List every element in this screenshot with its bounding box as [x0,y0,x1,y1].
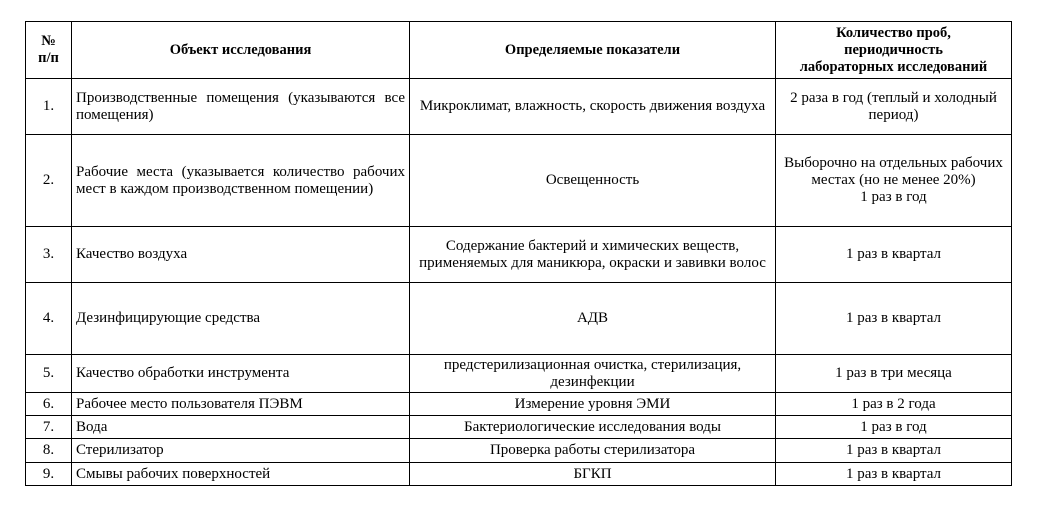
header-num [26,22,72,79]
row-indicators: БГКП [410,463,776,486]
row-indicators: Содержание бактерий и химических веществ, применяемых для маникюра, окраски и завивки волос [410,227,776,283]
row-frequency-line2: 1 раз в год [860,189,927,205]
table-row [26,393,1012,416]
header-frequency-line1: Количество проб, [836,24,951,41]
row-object: Рабочие места (указывается количество рабочих мест в каждом производственном помещении) [72,135,410,227]
header-frequency-line2: периодичность [844,41,943,58]
row-indicators: Измерение уровня ЭМИ [410,393,776,416]
row-frequency: 1 раз в квартал [776,227,1012,283]
row-indicators: Микроклимат, влажность, скорость движения воздуха [410,79,776,135]
row-num: 1. [26,79,72,135]
row-object: Рабочее место пользователя ПЭВМ [72,393,410,416]
header-object: Объект исследования [72,22,410,79]
row-num: 6. [26,393,72,416]
row-object: Вода [72,416,410,439]
table-row [26,355,1012,393]
row-frequency: 1 раз в три месяца [776,355,1012,393]
table-row [26,79,1012,135]
table-row [26,416,1012,439]
header-num-line1: № [41,33,56,49]
row-indicators: Бактериологические исследования воды [410,416,776,439]
row-indicators: Проверка работы стерилизатора [410,439,776,463]
row-object: Качество воздуха [72,227,410,283]
row-num: 5. [26,355,72,393]
row-num: 3. [26,227,72,283]
row-num: 4. [26,283,72,355]
row-num: 2. [26,135,72,227]
row-frequency: 1 раз в год [776,416,1012,439]
header-num-line2: п/п [38,50,59,66]
row-frequency: 1 раз в 2 года [776,393,1012,416]
row-frequency: 1 раз в квартал [776,439,1012,463]
row-num: 8. [26,439,72,463]
row-object: Дезинфицирующие средства [72,283,410,355]
lab-research-table [25,21,1012,486]
table-header-row [26,22,1012,79]
row-indicators: АДВ [410,283,776,355]
header-indicators: Определяемые показатели [410,22,776,79]
table-row [26,135,1012,227]
table-row [26,463,1012,486]
row-frequency: 1 раз в квартал [776,283,1012,355]
table-row [26,439,1012,463]
header-frequency [776,22,1012,79]
row-frequency: 2 раза в год (теплый и холодный период) [776,79,1012,135]
row-indicators: Освещенность [410,135,776,227]
row-object: Производственные помещения (указываются все помещения) [72,79,410,135]
row-frequency [776,135,1012,227]
row-frequency: 1 раз в квартал [776,463,1012,486]
header-frequency-line3: лабораторных исследований [799,58,988,75]
row-frequency-line1: Выборочно на отдельных рабочих местах (но не менее 20%) [784,155,1003,188]
row-object: Смывы рабочих поверхностей [72,463,410,486]
row-object: Стерилизатор [72,439,410,463]
row-num: 7. [26,416,72,439]
row-indicators: предстерилизационная очистка, стерилизация, дезинфекции [410,355,776,393]
row-object: Качество обработки инструмента [72,355,410,393]
table-row [26,227,1012,283]
row-num: 9. [26,463,72,486]
table-row [26,283,1012,355]
